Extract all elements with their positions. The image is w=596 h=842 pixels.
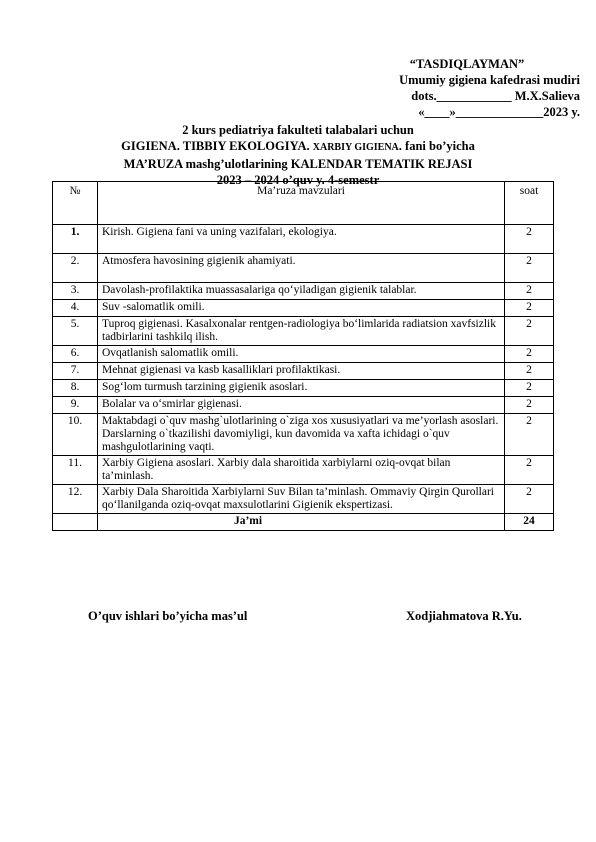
row-topic: Kirish. Gigiena fani va uning vazifalari, ekologiya. [98, 225, 505, 254]
row-hours: 2 [505, 456, 554, 485]
header-number: № [53, 182, 98, 225]
approval-block [340, 56, 580, 120]
row-hours: 2 [505, 380, 554, 397]
footer-responsible-label: O’quv ishlari bo’yicha mas’ul [88, 609, 248, 623]
header-topic: Ma’ruza mavzulari [98, 182, 505, 225]
table-total-row [53, 514, 554, 531]
row-hours: 2 [505, 397, 554, 414]
row-hours: 2 [505, 317, 554, 346]
approval-department: Umumiy gigiena kafedrasi mudiri [399, 73, 580, 87]
row-number: 5. [53, 317, 98, 346]
heading-plan-title: MA’RUZA mashg’ulotlarining KALENDAR TEMATIK REJASI [123, 157, 473, 171]
row-topic: Suv -salomatlik omili. [98, 300, 505, 317]
row-topic: Xarbiy Gigiena asoslari. Xarbiy dala sharoitida xarbiylarni oziq-ovqat bilan ta’minlash. [98, 456, 505, 485]
row-number: 7. [53, 363, 98, 380]
row-topic: Sog‘lom turmush tarzining gigienik asoslari. [98, 380, 505, 397]
table-row [53, 363, 554, 380]
heading-subject [0, 138, 596, 156]
row-number: 10. [53, 414, 98, 456]
heading-subject-suffix: . fani bo’yicha [398, 139, 475, 153]
row-topic: Xarbiy Dala Sharoitida Xarbiylarni Suv Bilan ta’minlash. Ommaviy Qirgin Qurollari qo‘llanilganda oziq-ovqat maxsulotlarini Gigienik ekspertizasi. [98, 485, 505, 514]
heading-subject-military: XARBIY GIGIENA [312, 142, 399, 153]
row-topic: Atmosfera havosining gigienik ahamiyati. [98, 254, 505, 283]
row-topic: Tuproq gigienasi. Kasalxonalar rentgen-radiologiya bo‘limlarida radiatsion xavfsizlik tadbirlarini tashkilq ilish. [98, 317, 505, 346]
table-row [53, 456, 554, 485]
lecture-schedule-table [52, 181, 554, 531]
row-hours: 2 [505, 283, 554, 300]
total-hours: 24 [505, 514, 554, 531]
table-row [53, 346, 554, 363]
row-number: 4. [53, 300, 98, 317]
total-label: Ja’mi [98, 514, 505, 531]
approval-signatory: dots.____________ M.X.Salieva [411, 89, 580, 103]
header-hours: soat [505, 182, 554, 225]
heading-academic-year: 2023 – 2024 o’quv y. 4-semestr [216, 173, 380, 187]
footer-responsible-name: Xodjiahmatova R.Yu. [406, 609, 522, 623]
row-topic: Bolalar va o‘smirlar gigienasi. [98, 397, 505, 414]
heading-audience: 2 kurs pediatriya fakulteti talabalari uchun [182, 123, 414, 137]
row-number: 1. [53, 225, 98, 254]
table-row [53, 254, 554, 283]
table-row [53, 397, 554, 414]
row-hours: 2 [505, 254, 554, 283]
row-number: 3. [53, 283, 98, 300]
table-row [53, 414, 554, 456]
row-hours: 2 [505, 414, 554, 456]
row-number: 9. [53, 397, 98, 414]
row-hours: 2 [505, 346, 554, 363]
row-hours: 2 [505, 485, 554, 514]
approval-title: “TASDIQLAYMAN” [409, 57, 525, 71]
total-empty-cell [53, 514, 98, 531]
row-hours: 2 [505, 225, 554, 254]
heading-subject-main: GIGIENA. TIBBIY EKOLOGIYA. [121, 139, 313, 153]
table-header-row [53, 182, 554, 225]
row-number: 2. [53, 254, 98, 283]
row-hours: 2 [505, 300, 554, 317]
row-topic: Davolash-profilaktika muassasalariga qo‘yiladigan gigienik talablar. [98, 283, 505, 300]
row-number: 6. [53, 346, 98, 363]
table-row [53, 485, 554, 514]
row-hours: 2 [505, 363, 554, 380]
row-topic: Maktabdagi o`quv mashg`ulotlarining o`ziga xos xususiyatlari va me’yorlash asoslari. Darslarning o`tkazilishi davomiyligi, kun davomida va xafta ichidagi o`quv mashgulotlarining vaqti. [98, 414, 505, 456]
row-number: 11. [53, 456, 98, 485]
table-row [53, 300, 554, 317]
table-row [53, 317, 554, 346]
table-row [53, 283, 554, 300]
approval-date: «____»______________2023 y. [418, 105, 580, 119]
row-number: 8. [53, 380, 98, 397]
table-row [53, 225, 554, 254]
row-topic: Mehnat gigienasi va kasb kasalliklari profilaktikasi. [98, 363, 505, 380]
document-heading [0, 122, 596, 188]
row-topic: Ovqatlanish salomatlik omili. [98, 346, 505, 363]
table-row [53, 380, 554, 397]
row-number: 12. [53, 485, 98, 514]
